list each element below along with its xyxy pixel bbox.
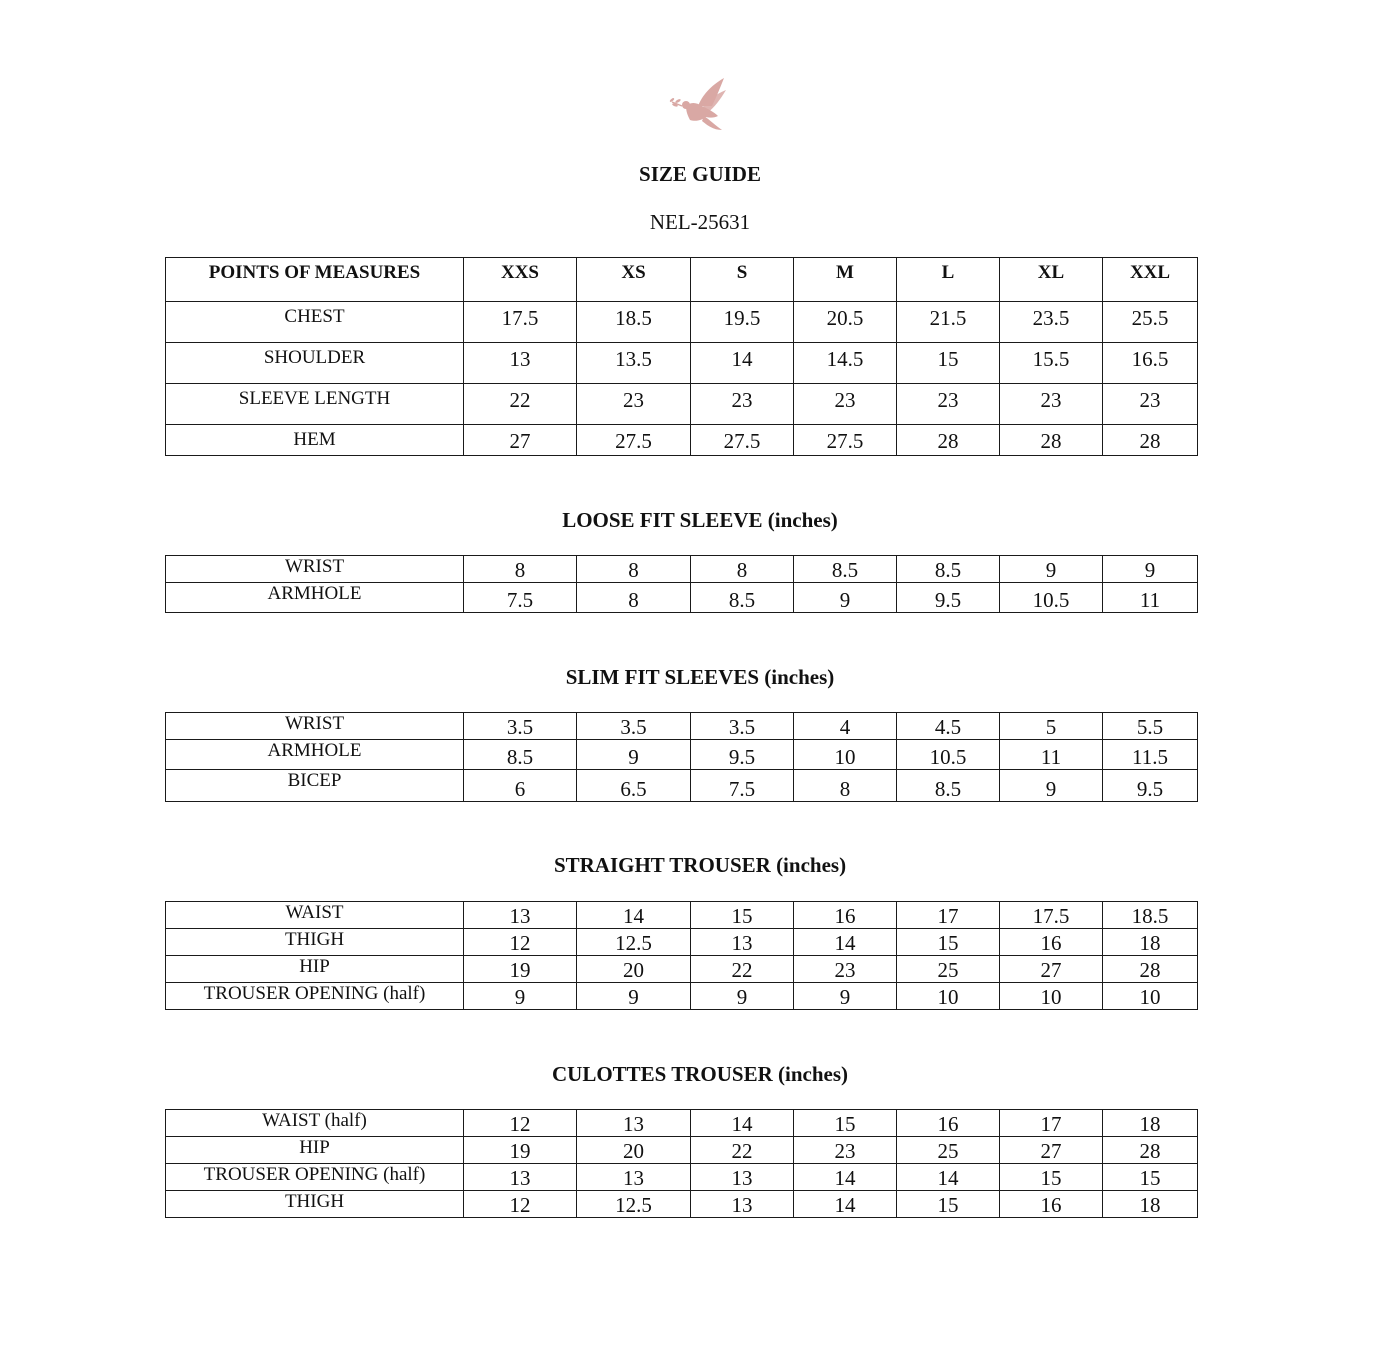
- table-cell: 27: [464, 425, 577, 456]
- column-header: POINTS OF MEASURES: [166, 258, 464, 302]
- table-cell: 14.5: [794, 343, 897, 384]
- table-cell: 15: [1103, 1164, 1198, 1191]
- table-cell: 28: [897, 425, 1000, 456]
- table-cell: 9: [577, 740, 691, 770]
- table-cell: 13: [691, 1191, 794, 1218]
- slim-fit-sleeves-table: [165, 712, 1198, 802]
- table-cell: 27.5: [691, 425, 794, 456]
- table-cell: 18: [1103, 929, 1198, 956]
- table-row: [166, 1191, 1198, 1218]
- table-cell: 10: [1000, 983, 1103, 1010]
- table-cell: 19.5: [691, 302, 794, 343]
- table-cell: 8.5: [897, 556, 1000, 583]
- row-label: SHOULDER: [166, 343, 464, 384]
- table-cell: 17: [897, 902, 1000, 929]
- table-cell: 10: [897, 983, 1000, 1010]
- table-cell: 18: [1103, 1191, 1198, 1218]
- row-label: WRIST: [166, 713, 464, 740]
- table-cell: 13: [691, 1164, 794, 1191]
- page-title: SIZE GUIDE: [639, 162, 761, 186]
- table-cell: 16.5: [1103, 343, 1198, 384]
- column-header: XS: [577, 258, 691, 302]
- table-cell: 27: [1000, 1137, 1103, 1164]
- table-row: [166, 929, 1198, 956]
- table-cell: 15.5: [1000, 343, 1103, 384]
- row-label: HIP: [166, 1137, 464, 1164]
- table-cell: 14: [691, 1110, 794, 1137]
- table-cell: 9: [1000, 770, 1103, 802]
- table-cell: 12: [464, 1110, 577, 1137]
- table-cell: 9.5: [1103, 770, 1198, 802]
- table-cell: 13: [577, 1110, 691, 1137]
- table-row: [166, 902, 1198, 929]
- row-label: WAIST: [166, 902, 464, 929]
- table-cell: 9: [464, 983, 577, 1010]
- row-label: THIGH: [166, 1191, 464, 1218]
- table-cell: 27.5: [794, 425, 897, 456]
- row-label: SLEEVE LENGTH: [166, 384, 464, 425]
- table-cell: 8.5: [691, 583, 794, 613]
- row-label: WAIST (half): [166, 1110, 464, 1137]
- table-cell: 13.5: [577, 343, 691, 384]
- section-title-culottes-trouser: CULOTTES TROUSER (inches): [551, 1062, 848, 1086]
- table-row: [166, 983, 1198, 1010]
- table-cell: 19: [464, 1137, 577, 1164]
- table-row: [166, 556, 1198, 583]
- table-cell: 3.5: [464, 713, 577, 740]
- table-cell: 8: [691, 556, 794, 583]
- table-row: [166, 302, 1198, 343]
- table-cell: 16: [1000, 1191, 1103, 1218]
- table-cell: 10: [1103, 983, 1198, 1010]
- table-cell: 28: [1103, 1137, 1198, 1164]
- table-cell: 9: [1000, 556, 1103, 583]
- table-cell: 13: [691, 929, 794, 956]
- table-cell: 15: [794, 1110, 897, 1137]
- row-label: CHEST: [166, 302, 464, 343]
- table-cell: 23: [691, 384, 794, 425]
- table-cell: 11.5: [1103, 740, 1198, 770]
- table-cell: 17.5: [1000, 902, 1103, 929]
- table-cell: 9: [577, 983, 691, 1010]
- column-header: S: [691, 258, 794, 302]
- column-header: M: [794, 258, 897, 302]
- table-cell: 22: [691, 956, 794, 983]
- table-cell: 7.5: [691, 770, 794, 802]
- row-label: WRIST: [166, 556, 464, 583]
- culottes-trouser-table: [165, 1109, 1198, 1218]
- section-title-loose-fit-sleeve: LOOSE FIT SLEEVE (inches): [562, 508, 838, 532]
- table-cell: 23: [794, 956, 897, 983]
- row-label: ARMHOLE: [166, 583, 464, 613]
- table-cell: 12: [464, 1191, 577, 1218]
- table-row: [166, 583, 1198, 613]
- table-cell: 13: [577, 1164, 691, 1191]
- table-cell: 18.5: [577, 302, 691, 343]
- table-row: [166, 956, 1198, 983]
- table-cell: 4.5: [897, 713, 1000, 740]
- table-cell: 12.5: [577, 1191, 691, 1218]
- table-cell: 18: [1103, 1110, 1198, 1137]
- table-cell: 9: [691, 983, 794, 1010]
- table-cell: 16: [794, 902, 897, 929]
- table-cell: 8: [577, 583, 691, 613]
- loose-fit-sleeve-table: [165, 555, 1198, 613]
- table-cell: 23: [1000, 384, 1103, 425]
- table-cell: 9: [794, 583, 897, 613]
- section-title-slim-fit-sleeves: SLIM FIT SLEEVES (inches): [565, 665, 835, 689]
- table-cell: 10: [794, 740, 897, 770]
- table-cell: 4: [794, 713, 897, 740]
- table-row: [166, 1110, 1198, 1137]
- table-cell: 13: [464, 343, 577, 384]
- table-cell: 8: [464, 556, 577, 583]
- table-cell: 19: [464, 956, 577, 983]
- table-row: [166, 1164, 1198, 1191]
- table-cell: 13: [464, 1164, 577, 1191]
- table-row: [166, 740, 1198, 770]
- row-label: HIP: [166, 956, 464, 983]
- table-cell: 22: [691, 1137, 794, 1164]
- style-code: NEL-25631: [649, 210, 751, 234]
- column-header: XXS: [464, 258, 577, 302]
- table-cell: 9.5: [897, 583, 1000, 613]
- table-cell: 9: [1103, 556, 1198, 583]
- table-row: [166, 425, 1198, 456]
- table-cell: 25.5: [1103, 302, 1198, 343]
- table-row: [166, 384, 1198, 425]
- main-size-table: [165, 257, 1198, 456]
- table-cell: 16: [1000, 929, 1103, 956]
- table-cell: 8.5: [794, 556, 897, 583]
- table-cell: 17: [1000, 1110, 1103, 1137]
- table-cell: 5.5: [1103, 713, 1198, 740]
- dove-with-olive-branch-icon: [668, 76, 732, 134]
- table-cell: 27.5: [577, 425, 691, 456]
- table-cell: 27: [1000, 956, 1103, 983]
- table-cell: 23: [794, 384, 897, 425]
- table-cell: 28: [1000, 425, 1103, 456]
- table-cell: 25: [897, 956, 1000, 983]
- table-header-row: [166, 258, 1198, 302]
- table-cell: 15: [897, 343, 1000, 384]
- table-cell: 3.5: [577, 713, 691, 740]
- row-label: THIGH: [166, 929, 464, 956]
- table-cell: 15: [897, 929, 1000, 956]
- table-cell: 6: [464, 770, 577, 802]
- table-row: [166, 770, 1198, 802]
- table-cell: 22: [464, 384, 577, 425]
- table-cell: 10.5: [1000, 583, 1103, 613]
- table-cell: 28: [1103, 956, 1198, 983]
- table-cell: 13: [464, 902, 577, 929]
- table-cell: 14: [794, 929, 897, 956]
- table-cell: 8: [794, 770, 897, 802]
- table-cell: 8.5: [464, 740, 577, 770]
- table-cell: 23: [1103, 384, 1198, 425]
- table-cell: 11: [1103, 583, 1198, 613]
- table-cell: 25: [897, 1137, 1000, 1164]
- table-cell: 15: [1000, 1164, 1103, 1191]
- table-cell: 9.5: [691, 740, 794, 770]
- table-cell: 14: [794, 1191, 897, 1218]
- straight-trouser-table: [165, 901, 1198, 1010]
- table-cell: 9: [794, 983, 897, 1010]
- table-cell: 3.5: [691, 713, 794, 740]
- row-label: ARMHOLE: [166, 740, 464, 770]
- table-cell: 16: [897, 1110, 1000, 1137]
- table-cell: 23.5: [1000, 302, 1103, 343]
- table-cell: 15: [691, 902, 794, 929]
- column-header: XXL: [1103, 258, 1198, 302]
- table-cell: 6.5: [577, 770, 691, 802]
- table-cell: 11: [1000, 740, 1103, 770]
- table-cell: 23: [897, 384, 1000, 425]
- table-cell: 18.5: [1103, 902, 1198, 929]
- table-cell: 8.5: [897, 770, 1000, 802]
- table-cell: 23: [794, 1137, 897, 1164]
- row-label: TROUSER OPENING (half): [166, 1164, 464, 1191]
- column-header: XL: [1000, 258, 1103, 302]
- table-cell: 10.5: [897, 740, 1000, 770]
- table-cell: 28: [1103, 425, 1198, 456]
- table-cell: 14: [794, 1164, 897, 1191]
- table-cell: 14: [691, 343, 794, 384]
- table-cell: 15: [897, 1191, 1000, 1218]
- table-cell: 20.5: [794, 302, 897, 343]
- section-title-straight-trouser: STRAIGHT TROUSER (inches): [553, 853, 847, 877]
- column-header: L: [897, 258, 1000, 302]
- table-cell: 20: [577, 956, 691, 983]
- table-cell: 21.5: [897, 302, 1000, 343]
- row-label: BICEP: [166, 770, 464, 802]
- table-cell: 23: [577, 384, 691, 425]
- table-row: [166, 1137, 1198, 1164]
- table-row: [166, 343, 1198, 384]
- table-cell: 12: [464, 929, 577, 956]
- table-cell: 7.5: [464, 583, 577, 613]
- table-cell: 20: [577, 1137, 691, 1164]
- table-cell: 14: [577, 902, 691, 929]
- table-cell: 14: [897, 1164, 1000, 1191]
- table-cell: 12.5: [577, 929, 691, 956]
- table-cell: 17.5: [464, 302, 577, 343]
- table-row: [166, 713, 1198, 740]
- table-cell: 8: [577, 556, 691, 583]
- row-label: TROUSER OPENING (half): [166, 983, 464, 1010]
- row-label: HEM: [166, 425, 464, 456]
- table-cell: 5: [1000, 713, 1103, 740]
